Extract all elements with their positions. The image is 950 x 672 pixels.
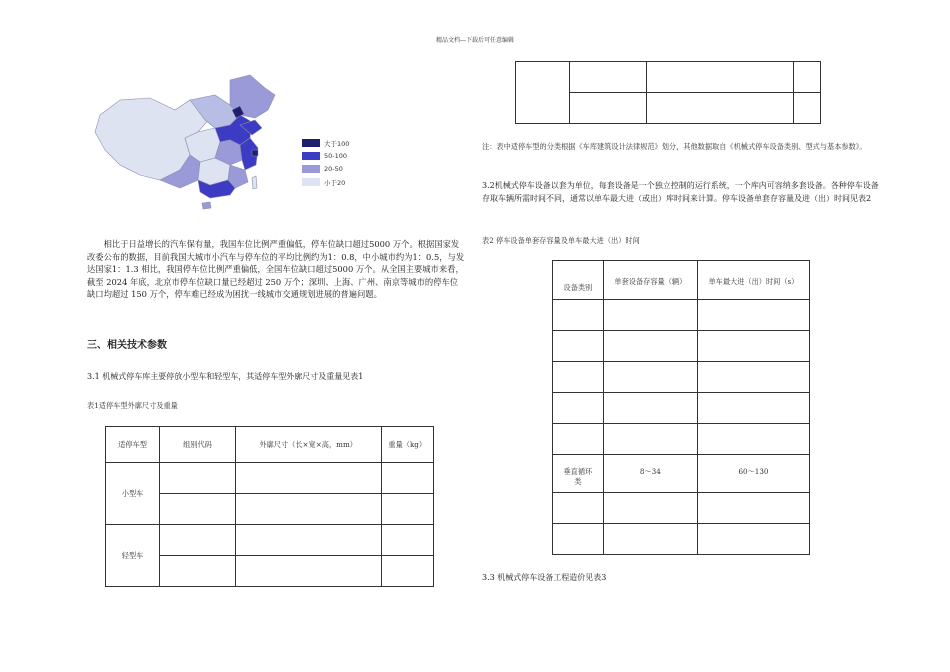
legend-label-2: 50-100 xyxy=(324,152,348,160)
table2-cell xyxy=(603,362,697,393)
item-3-1: 3.1 机械式停车库主要停放小型车和轻型车，其适停车型外廓尺寸及重量见表1 xyxy=(87,372,364,381)
table1-cell xyxy=(381,494,434,525)
table1-cell xyxy=(235,525,381,556)
table2-cell xyxy=(553,524,604,555)
continued-table-cell xyxy=(794,93,821,124)
table1-header-cell: 重量（kg） xyxy=(381,427,434,463)
legend-label-4: 小于20 xyxy=(324,179,346,187)
table1-header-cell: 外廓尺寸（长×宽×高，mm） xyxy=(235,427,381,463)
table1-cell xyxy=(160,556,236,587)
table1-caption: 表1适停车型外廓尺寸及重量 xyxy=(87,401,178,410)
page-header: 精品文档---下载后可任意编辑 xyxy=(435,37,515,44)
table2-cell xyxy=(553,331,604,362)
table1-group-cell: 小型车 xyxy=(106,463,160,525)
table2 xyxy=(552,260,810,555)
table1-group-cell: 轻型车 xyxy=(106,525,160,587)
table1-header-cell: 组别代码 xyxy=(160,427,236,463)
legend-swatch-4 xyxy=(302,178,320,186)
table2-cell xyxy=(697,362,809,393)
table2-cell xyxy=(603,300,697,331)
table1-cell xyxy=(160,525,236,556)
table2-cell xyxy=(697,300,809,331)
table2-cell xyxy=(697,424,809,455)
table2-caption: 表2 停车设备单套存容量及单车最大进（出）时间 xyxy=(482,236,640,245)
table2-cell xyxy=(697,393,809,424)
table2-header-cell: 设备类别 xyxy=(553,261,604,300)
table1-cell xyxy=(160,463,236,494)
continued-table-cell xyxy=(516,62,570,124)
table2-cell xyxy=(553,393,604,424)
table2-cell xyxy=(553,493,604,524)
table1-header-cell: 适停车型 xyxy=(106,427,160,463)
table2-cell xyxy=(553,362,604,393)
china-map-figure xyxy=(80,70,285,215)
continued-table-cell xyxy=(570,62,646,93)
table2-cell xyxy=(553,424,604,455)
table2-cell xyxy=(697,493,809,524)
table2-time-cell: 60～130 xyxy=(697,455,809,493)
table2-header-cell: 单车最大进（出）时间（s） xyxy=(697,261,809,300)
legend-swatch-3 xyxy=(302,165,320,173)
table2-capacity-cell: 8～34 xyxy=(603,455,697,493)
section-title: 三、相关技术参数 xyxy=(87,340,167,351)
table2-cell xyxy=(603,493,697,524)
continued-table-cell xyxy=(794,62,821,93)
item-3-2: 3.2机械式停车设备以套为单位，每套设备是一个独立控制的运行系统，一个库内可容纳多套设备。各种停车设备存取车辆所需时间不同，通常以单车最大进（或出）库时间来计算。停车设备单套存容量及进（出）时间见表2 xyxy=(482,181,879,203)
table2-category-cell: 垂直循环类 xyxy=(553,455,604,493)
table2-cell xyxy=(553,300,604,331)
continued-table xyxy=(515,61,821,124)
legend-swatch-2 xyxy=(302,152,320,160)
table1-cell xyxy=(235,463,381,494)
table1-cell xyxy=(381,556,434,587)
continued-table-cell xyxy=(570,93,646,124)
table2-cell xyxy=(603,424,697,455)
map-taiwan xyxy=(252,176,257,189)
table1-cell xyxy=(381,463,434,494)
table1 xyxy=(105,426,434,587)
continued-table-cell xyxy=(646,62,794,93)
legend-label-1: 大于100 xyxy=(324,140,350,148)
continued-table-cell xyxy=(646,93,794,124)
table2-cell xyxy=(603,524,697,555)
table2-header-cell: 单套设备存容量（辆） xyxy=(603,261,697,300)
item-3-3: 3.3 机械式停车设备工程造价见表3 xyxy=(482,573,607,582)
table-note: 注：表中适停车型的分类根据《车库建筑设计法律规范》划分，其他数据取自《机械式停车设备类别、型式与基本参数》。 xyxy=(482,142,867,151)
legend-label-3: 20-50 xyxy=(324,165,343,173)
table2-cell xyxy=(697,524,809,555)
map-hainan xyxy=(202,202,211,209)
body-paragraph: 相比于日益增长的汽车保有量，我国车位比例严重偏低，停车位缺口超过5000 万个。根据国家发改委公布的数据，目前我国大城市小汽车与停车位的平均比例约为1：0.8，中小城市约为1：0.5，与发达国家1：1.3 相比，我国停车位比例严重偏低，全国车位缺口超过5000 万个。从全国主要城市来看，截至 2024 年底，北京市停车位缺口量已经超过 250 万个；深圳、上海、广州、南京等城市的停车位缺口均超过 150 万个，停车难已经成为困扰一线城市交通规划进展的普遍问题。 xyxy=(87,239,465,299)
table1-cell xyxy=(381,525,434,556)
table2-cell xyxy=(603,393,697,424)
table1-cell xyxy=(235,556,381,587)
table2-cell xyxy=(697,331,809,362)
table1-cell xyxy=(160,494,236,525)
table1-cell xyxy=(235,494,381,525)
table2-cell xyxy=(603,331,697,362)
map-shanghai xyxy=(252,150,258,156)
legend-swatch-1 xyxy=(302,139,320,147)
